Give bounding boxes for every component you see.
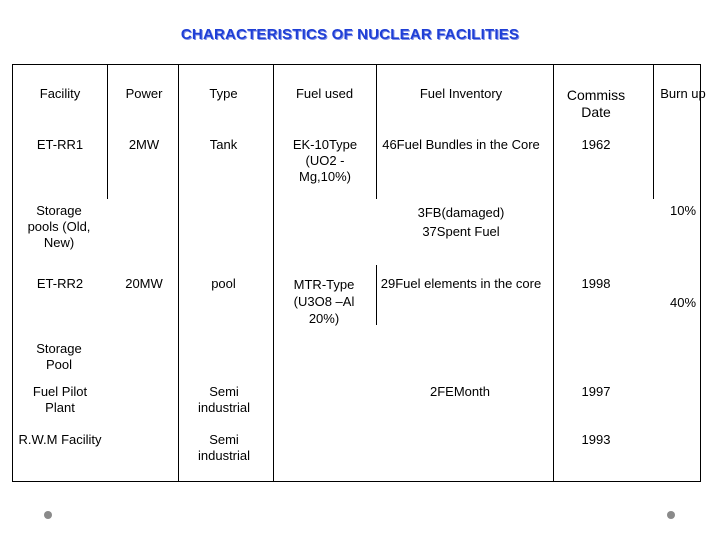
row3-type: pool [211,276,236,291]
row2-facility: Storage pools (Old, New) [27,203,91,250]
row1-type: Tank [209,137,238,152]
row2-burn-up: 10% [669,203,697,218]
row1-power: 2MW [128,137,160,152]
header-facility: Facility [39,86,81,101]
facilities-table [12,64,701,482]
row2-fuel-inventory: 3FB(damaged) 37Spent Fuel [417,205,505,239]
row5-facility: Fuel Pilot Plant [32,384,88,415]
header-commiss-date: Commiss Date [566,87,626,120]
header-burn-up: Burn up [660,86,706,101]
row6-facility: R.W.M Facility [18,432,102,447]
row1-fuel-used: EK-10Type (UO2 - Mg,10%) [292,137,358,184]
row3-power: 20MW [125,276,163,291]
row4-facility: Storage Pool [36,341,82,372]
row5-fuel-inventory: 2FEMonth [430,384,490,399]
row6-commiss-date: 1993 [581,432,611,447]
row1-fuel-inventory: 46Fuel Bundles in the Core [382,137,540,152]
row3-burn-up: 40% [669,295,697,310]
decorative-dot [667,511,675,519]
header-power: Power [125,86,163,101]
row3-commiss-date: 1998 [581,276,611,291]
row3-fuel-inventory: 29Fuel elements in the core [380,276,542,291]
page-title: CHARACTERISTICS OF NUCLEAR FACILITIES [180,26,520,43]
row5-type: Semi industrial [197,384,251,415]
header-type: Type [209,86,238,101]
header-fuel-inventory: Fuel Inventory [419,86,503,101]
column-divider [553,65,554,481]
column-divider [273,65,274,481]
column-divider [376,265,377,325]
row3-facility: ET-RR2 [36,276,84,291]
decorative-dot [44,511,52,519]
column-divider [653,65,654,199]
header-fuel-used: Fuel used [295,86,354,101]
row1-commiss-date: 1962 [581,137,611,152]
column-divider [178,65,179,481]
row3-fuel-used: MTR-Type (U3O8 –Al 20%) [293,277,355,326]
row1-facility: ET-RR1 [36,137,84,152]
row5-commiss-date: 1997 [581,384,611,399]
row6-type: Semi industrial [197,432,251,463]
